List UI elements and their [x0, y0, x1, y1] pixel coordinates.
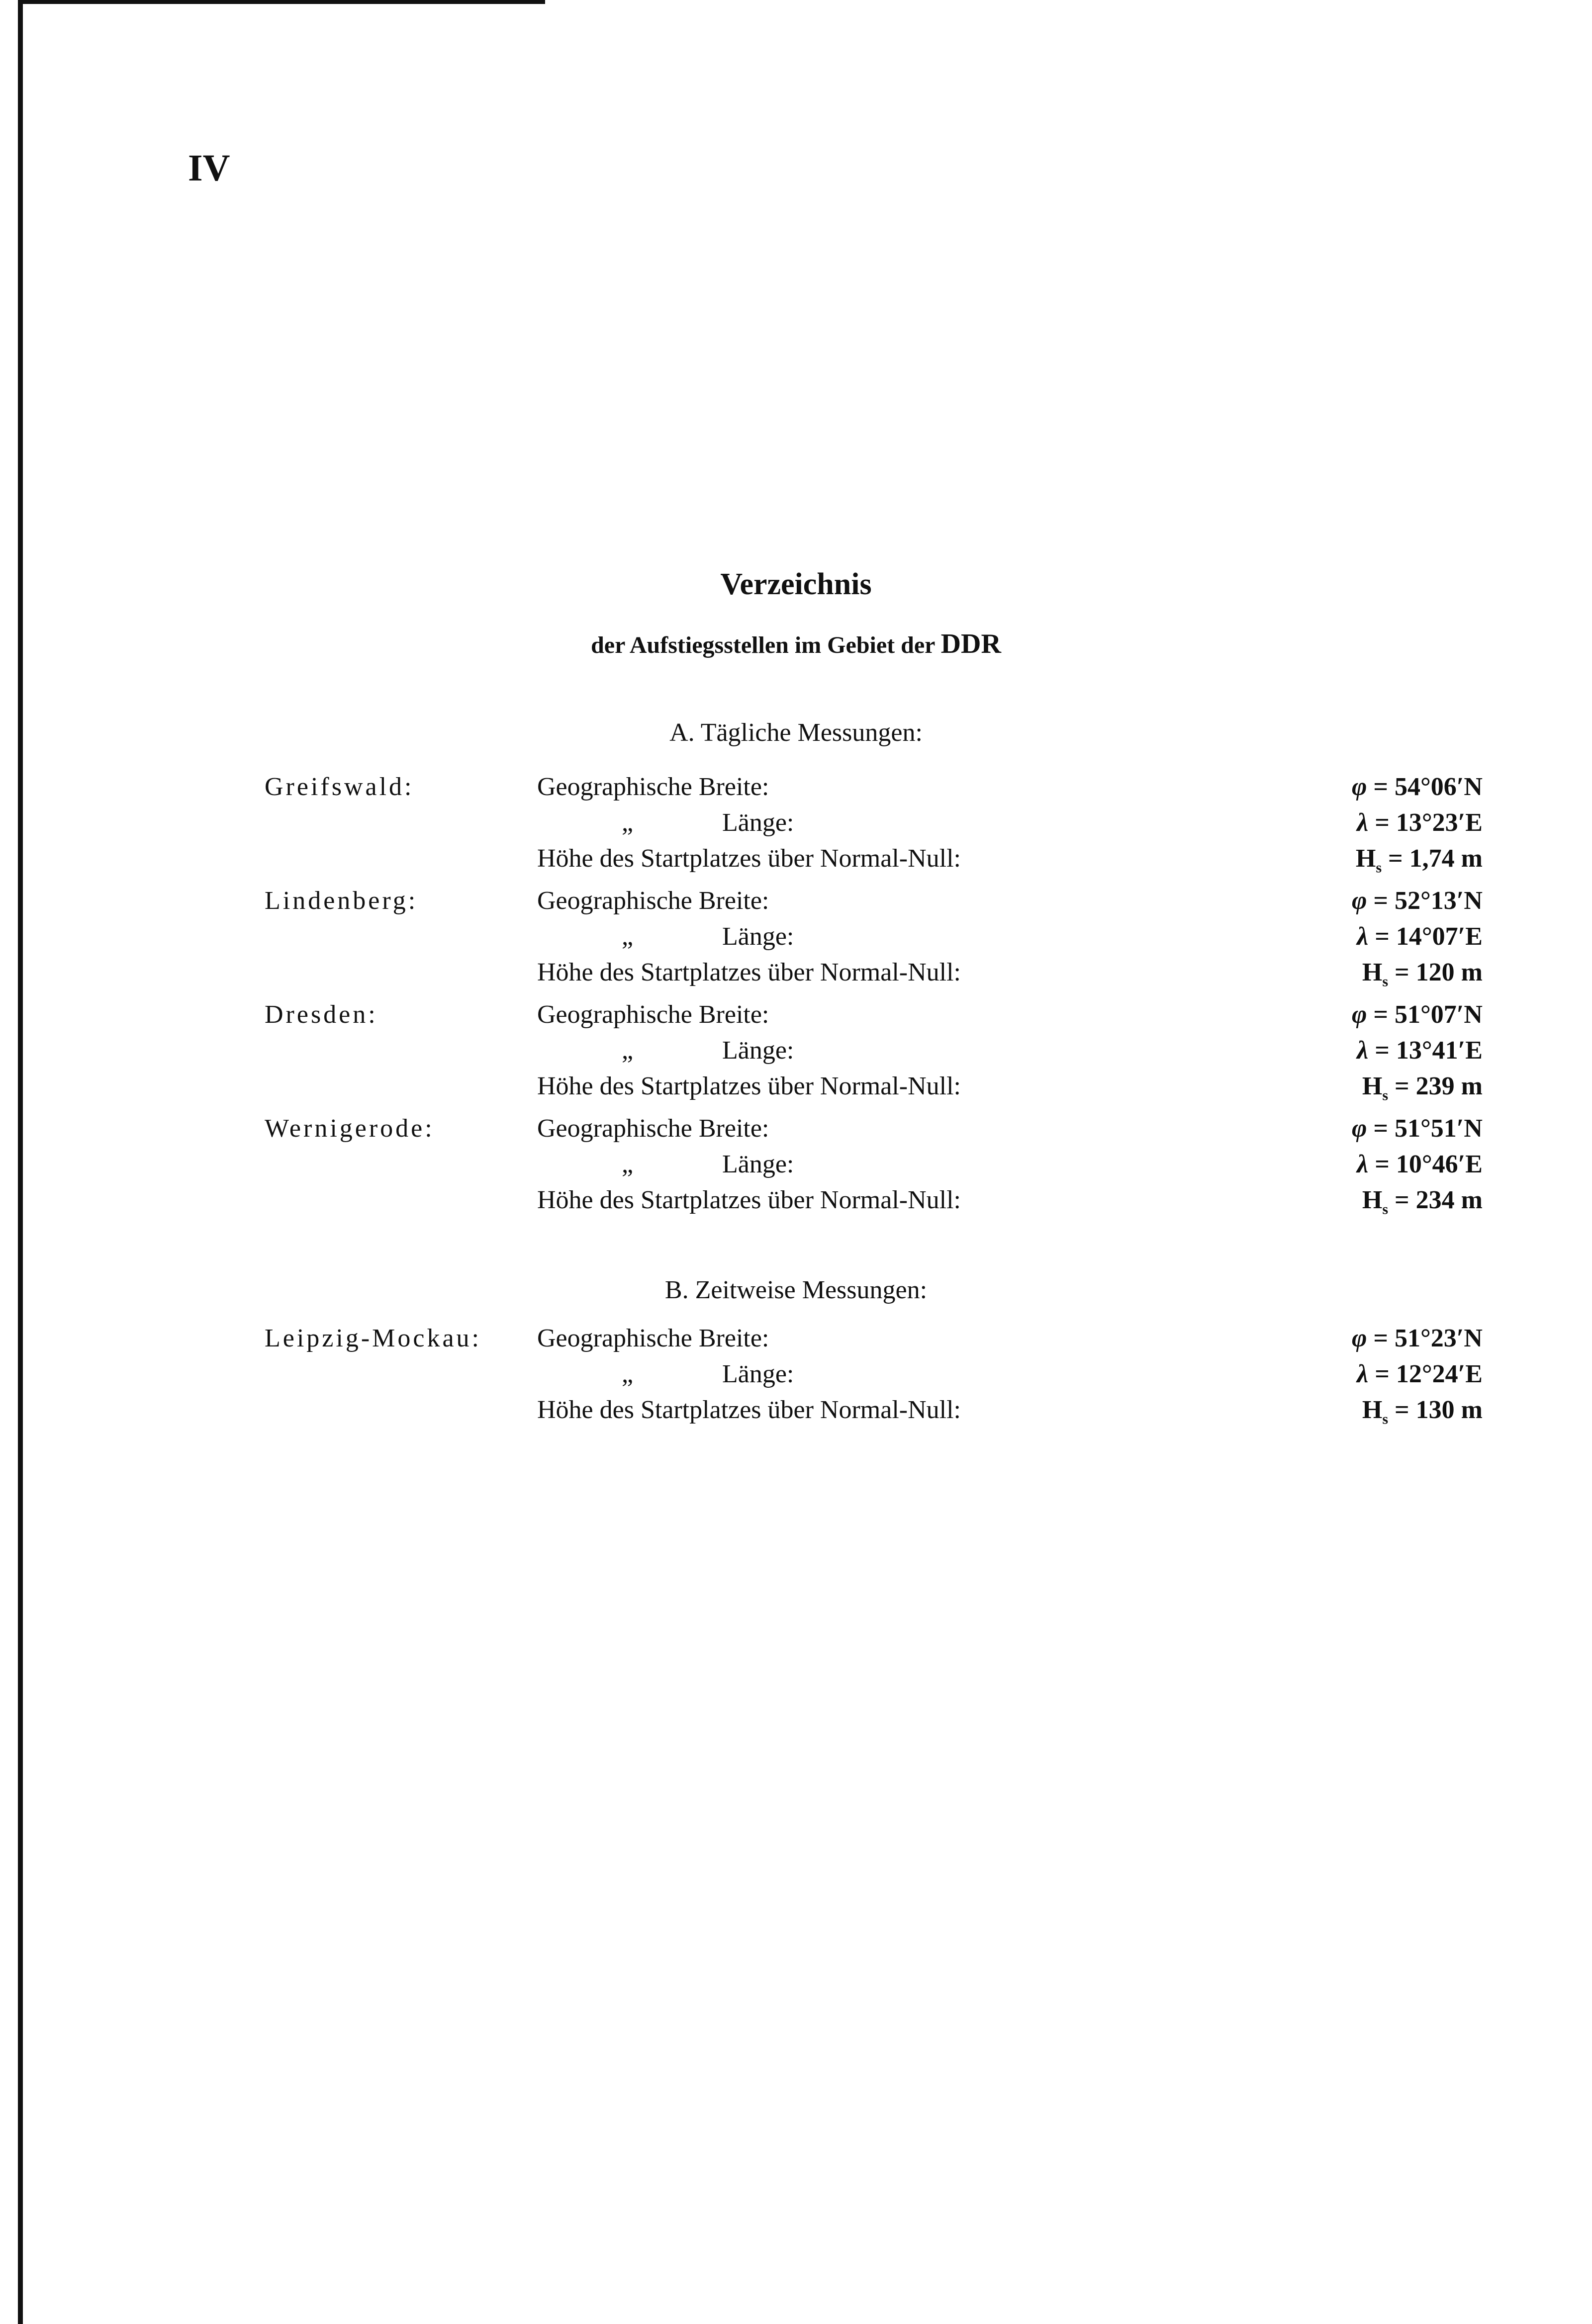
- equals-sign: =: [1368, 1036, 1396, 1065]
- ditto-mark: „: [622, 922, 634, 951]
- latitude-label: Geographische Breite:: [537, 1114, 769, 1143]
- station-row-lon: [0, 1147, 1592, 1182]
- height-number: 239 m: [1415, 1072, 1483, 1100]
- station-row-lat: [0, 1111, 1592, 1147]
- height-symbol: H: [1355, 844, 1376, 873]
- height-label: Höhe des Startplatzes über Normal-Null:: [537, 1072, 961, 1100]
- longitude-text: Länge:: [722, 922, 794, 951]
- station-row-height: [0, 1182, 1592, 1218]
- page-number: IV: [188, 147, 230, 189]
- equals-sign: =: [1367, 1114, 1395, 1143]
- lambda-symbol: λ: [1357, 1360, 1369, 1388]
- height-number: 1,74 m: [1409, 844, 1483, 873]
- latitude-label: Geographische Breite:: [537, 1000, 769, 1029]
- equals-sign: =: [1388, 1186, 1416, 1214]
- station-name: Leipzig-Mockau:: [265, 1324, 481, 1352]
- lambda-symbol: λ: [1357, 1036, 1369, 1065]
- latitude-value: [1352, 997, 1483, 1033]
- height-subscript: s: [1376, 859, 1382, 876]
- longitude-text: Länge:: [722, 1360, 794, 1388]
- ditto-mark: „: [622, 808, 634, 837]
- longitude-value: [1357, 1356, 1483, 1392]
- latitude-label: Geographische Breite:: [537, 887, 769, 915]
- latitude-value: [1352, 883, 1483, 919]
- height-symbol: H: [1362, 1396, 1383, 1424]
- height-number: 130 m: [1415, 1396, 1483, 1424]
- station-row-lat: [0, 997, 1592, 1033]
- equals-sign: =: [1388, 1396, 1416, 1424]
- equals-sign: =: [1368, 922, 1396, 951]
- latitude-value: [1352, 769, 1483, 805]
- height-value: [1362, 1392, 1483, 1437]
- equals-sign: =: [1368, 808, 1396, 837]
- ditto-mark: „: [622, 1150, 634, 1178]
- ditto-mark: „: [622, 1360, 634, 1388]
- station-row-height: [0, 1069, 1592, 1104]
- height-number: 120 m: [1415, 958, 1483, 986]
- height-symbol: H: [1362, 1072, 1383, 1100]
- height-label: Höhe des Startplatzes über Normal-Null:: [537, 1396, 961, 1424]
- equals-sign: =: [1388, 958, 1416, 986]
- latitude-value: [1352, 1321, 1483, 1356]
- lambda-symbol: λ: [1357, 1150, 1369, 1178]
- latitude-label: Geographische Breite:: [537, 773, 769, 801]
- longitude-number: 14°07′E: [1396, 922, 1483, 951]
- ditto-mark: „: [622, 1036, 634, 1065]
- station-row-height: [0, 955, 1592, 990]
- longitude-text: Länge:: [722, 1036, 794, 1065]
- subtitle-ddr: DDR: [940, 628, 1001, 659]
- subtitle-text: der Aufstiegsstellen im Gebiet der: [591, 632, 935, 658]
- station-row-lat: [0, 883, 1592, 919]
- page-title: Verzeichnis: [720, 567, 872, 601]
- station-row-lon: [0, 919, 1592, 955]
- phi-symbol: φ: [1351, 1000, 1367, 1029]
- latitude-number: 52°13′N: [1395, 887, 1483, 915]
- longitude-number: 12°24′E: [1396, 1360, 1483, 1388]
- height-value: [1362, 955, 1483, 999]
- longitude-text: Länge:: [722, 1150, 794, 1178]
- height-value: [1356, 841, 1483, 886]
- height-label: Höhe des Startplatzes über Normal-Null:: [537, 1186, 961, 1214]
- equals-sign: =: [1367, 773, 1395, 801]
- equals-sign: =: [1368, 1360, 1396, 1388]
- station-row-lon: [0, 1356, 1592, 1392]
- longitude-text: Länge:: [722, 808, 794, 837]
- height-subscript: s: [1382, 973, 1389, 990]
- height-value: [1362, 1182, 1483, 1227]
- longitude-number: 10°46′E: [1396, 1150, 1483, 1178]
- latitude-number: 54°06′N: [1395, 773, 1483, 801]
- longitude-value: [1357, 805, 1483, 841]
- station-row-lat: [0, 1321, 1592, 1356]
- height-number: 234 m: [1415, 1186, 1483, 1214]
- page-frame-top-edge: [18, 0, 545, 4]
- phi-symbol: φ: [1351, 773, 1367, 801]
- height-label: Höhe des Startplatzes über Normal-Null:: [537, 958, 961, 986]
- latitude-label: Geographische Breite:: [537, 1324, 769, 1352]
- station-row-lon: [0, 805, 1592, 841]
- latitude-number: 51°51′N: [1395, 1114, 1483, 1143]
- station-row-height: [0, 841, 1592, 877]
- station-row-lon: [0, 1033, 1592, 1069]
- station-row-height: [0, 1392, 1592, 1428]
- equals-sign: =: [1388, 1072, 1416, 1100]
- longitude-number: 13°23′E: [1396, 808, 1483, 837]
- latitude-number: 51°23′N: [1395, 1324, 1483, 1352]
- station-row-lat: [0, 769, 1592, 805]
- phi-symbol: φ: [1351, 887, 1367, 915]
- height-symbol: H: [1362, 958, 1383, 986]
- station-name: Lindenberg:: [265, 887, 418, 915]
- height-subscript: s: [1382, 1087, 1389, 1104]
- phi-symbol: φ: [1351, 1324, 1367, 1352]
- equals-sign: =: [1367, 1000, 1395, 1029]
- section-heading-taegliche: A. Tägliche Messungen:: [669, 718, 923, 747]
- equals-sign: =: [1368, 1150, 1396, 1178]
- height-symbol: H: [1362, 1186, 1383, 1214]
- latitude-value: [1352, 1111, 1483, 1147]
- longitude-value: [1357, 1033, 1483, 1069]
- latitude-number: 51°07′N: [1395, 1000, 1483, 1029]
- page-subtitle: [0, 627, 1592, 661]
- equals-sign: =: [1367, 1324, 1395, 1352]
- longitude-value: [1357, 1147, 1483, 1182]
- height-label: Höhe des Startplatzes über Normal-Null:: [537, 844, 961, 873]
- lambda-symbol: λ: [1357, 922, 1369, 951]
- section-heading-zeitweise: B. Zeitweise Messungen:: [664, 1276, 928, 1304]
- longitude-value: [1357, 919, 1483, 955]
- longitude-number: 13°41′E: [1396, 1036, 1483, 1065]
- height-subscript: s: [1382, 1201, 1389, 1218]
- station-name: Dresden:: [265, 1000, 378, 1029]
- height-subscript: s: [1382, 1411, 1389, 1428]
- station-name: Greifswald:: [265, 773, 414, 801]
- station-name: Wernigerode:: [265, 1114, 435, 1143]
- equals-sign: =: [1382, 844, 1409, 873]
- lambda-symbol: λ: [1357, 808, 1369, 837]
- phi-symbol: φ: [1351, 1114, 1367, 1143]
- equals-sign: =: [1367, 887, 1395, 915]
- height-value: [1362, 1069, 1483, 1113]
